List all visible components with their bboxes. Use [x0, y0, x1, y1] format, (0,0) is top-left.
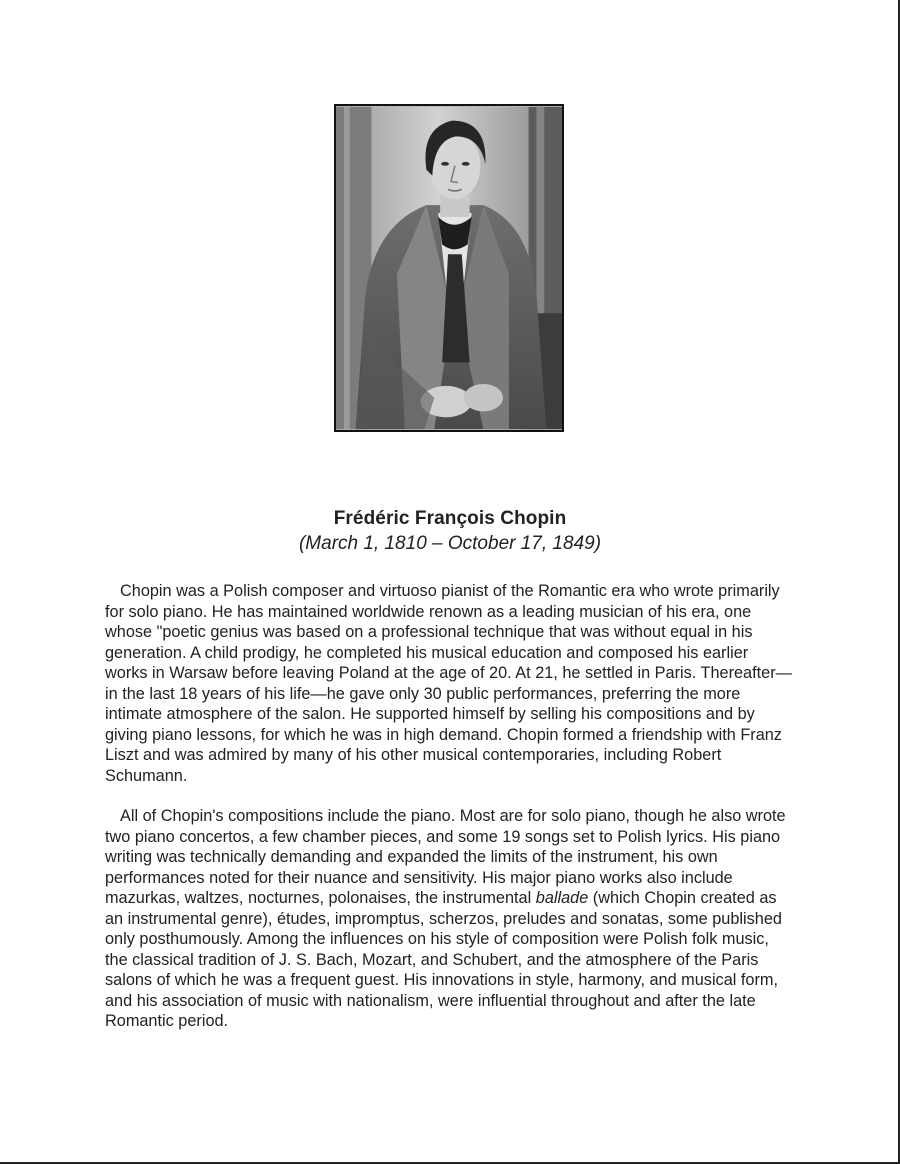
- biography-paragraph-1: Chopin was a Polish composer and virtuoso pianist of the Romantic era who wrote primarily for solo piano. He has maintained worldwide renown as a leading musician of his era, one whose "poetic genius was based on a professional technique that was without equal in his generation. A child prodigy, he completed his musical education and composed his earlier works in Warsaw before leaving Poland at the age of 20. At 21, he settled in Paris. Thereafter—in the last 18 years of his life—he gave only 30 public performances, preferring the more intimate atmosphere of the salon. He supported himself by selling his compositions and by giving piano lessons, for which he was in high demand. Chopin formed a friendship with Franz Liszt and was admired by many of his other musical contemporaries, including Robert Schumann.: [105, 582, 792, 785]
- life-dates: (March 1, 1810 – October 17, 1849): [298, 533, 602, 554]
- page-title: Frédéric François Chopin: [333, 508, 567, 529]
- paragraph-2-text-a: All of Chopin's compositions include the piano. Most are for solo piano, though he also wrote two piano concertos, a few chamber pieces, and some 19 songs set to Polish lyrics. His piano writing was technically demanding and expanded the limits of the instrument, his own performances noted for their nuance and sensitivity. His major piano works also include mazurkas, waltzes, nocturnes, polonaises, the instrumental: [105, 807, 786, 907]
- portrait-icon: [336, 106, 562, 430]
- portrait-photograph: [334, 104, 564, 432]
- paragraph-2-text-b: (which Chopin created as an instrumental genre), études, impromptus, scherzos, preludes and sonatas, some published only posthumously. Among the influences on his style of composition were Polish folk music, the classical tradition of J. S. Bach, Mozart, and Schubert, and the atmosphere of the Paris salons of which he was a frequent guest. His innovations in style, harmony, and musical form, and his association of music with nationalism, were influential throughout and after the late Romantic period.: [105, 889, 782, 1030]
- biography-paragraph-2: [105, 806, 795, 1032]
- ballade-italic: ballade: [535, 889, 589, 907]
